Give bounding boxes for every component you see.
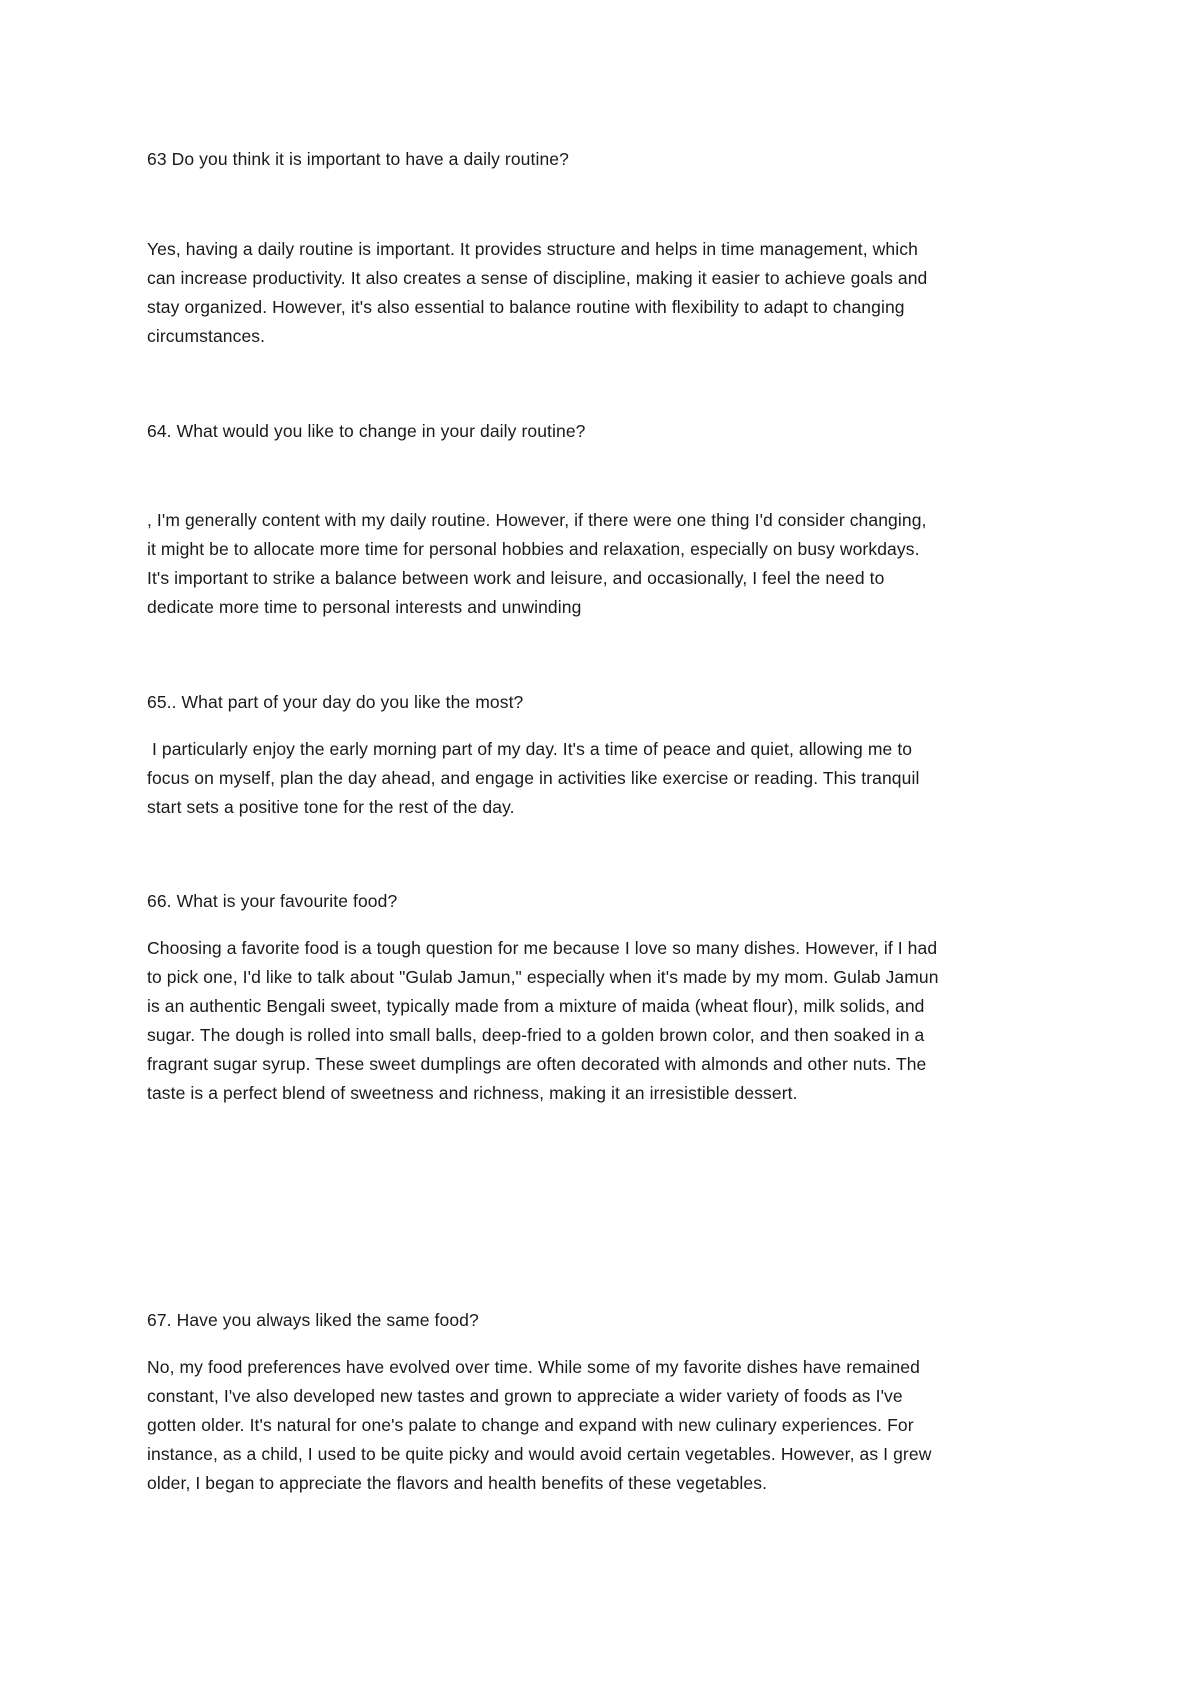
answer-66: Choosing a favorite food is a tough question for me because I love so many dishes. However, if I had to pick one, I'd like to talk about "Gulab Jamun," especially when it's made by my mom. Gulab Jamun is an authentic Bengali sweet, typically made from a mixture of maida (wheat flour), milk solids, and sugar. The dough is rolled into small balls, deep-fried to a golden brown color, and then soaked in a fragrant sugar syrup. These sweet dumplings are often decorated with almonds and other nuts. The taste is a perfect blend of sweetness and richness, making it an irresistible dessert.	[147, 938, 939, 1103]
answer-67: No, my food preferences have evolved over time. While some of my favorite dishes have remained constant, I've also developed new tastes and grown to appreciate a wider variety of foods as I've gotten older. It's natural for one's palate to change and expand with new culinary experiences. For instance, as a child, I used to be quite picky and would avoid certain vegetables. However, as I grew older, I began to appreciate the flavors and health benefits of these vegetables.	[147, 1357, 932, 1493]
question-63: 63 Do you think it is important to have a daily routine?	[147, 149, 569, 169]
answer-65: I particularly enjoy the early morning part of my day. It's a time of peace and quiet, allowing me to focus on myself, plan the day ahead, and engage in activities like exercise or reading. This tranquil start sets a positive tone for the rest of the day.	[147, 739, 920, 817]
question-67: 67. Have you always liked the same food?	[147, 1310, 479, 1330]
answer-64: , I'm generally content with my daily routine. However, if there were one thing I'd consider changing, it might be to allocate more time for personal hobbies and relaxation, especially on busy workdays. It's important to strike a balance between work and leisure, and occasionally, I feel the need to dedicate more time to personal interests and unwinding	[147, 510, 927, 617]
question-64: 64. What would you like to change in your daily routine?	[147, 421, 586, 441]
question-65: 65.. What part of your day do you like the most?	[147, 692, 524, 712]
answer-63: Yes, having a daily routine is important. It provides structure and helps in time management, which can increase productivity. It also creates a sense of discipline, making it easier to achieve goals and stay organized. However, it's also essential to balance routine with flexibility to adapt to changing circumstances.	[147, 239, 928, 346]
question-66: 66. What is your favourite food?	[147, 891, 398, 911]
